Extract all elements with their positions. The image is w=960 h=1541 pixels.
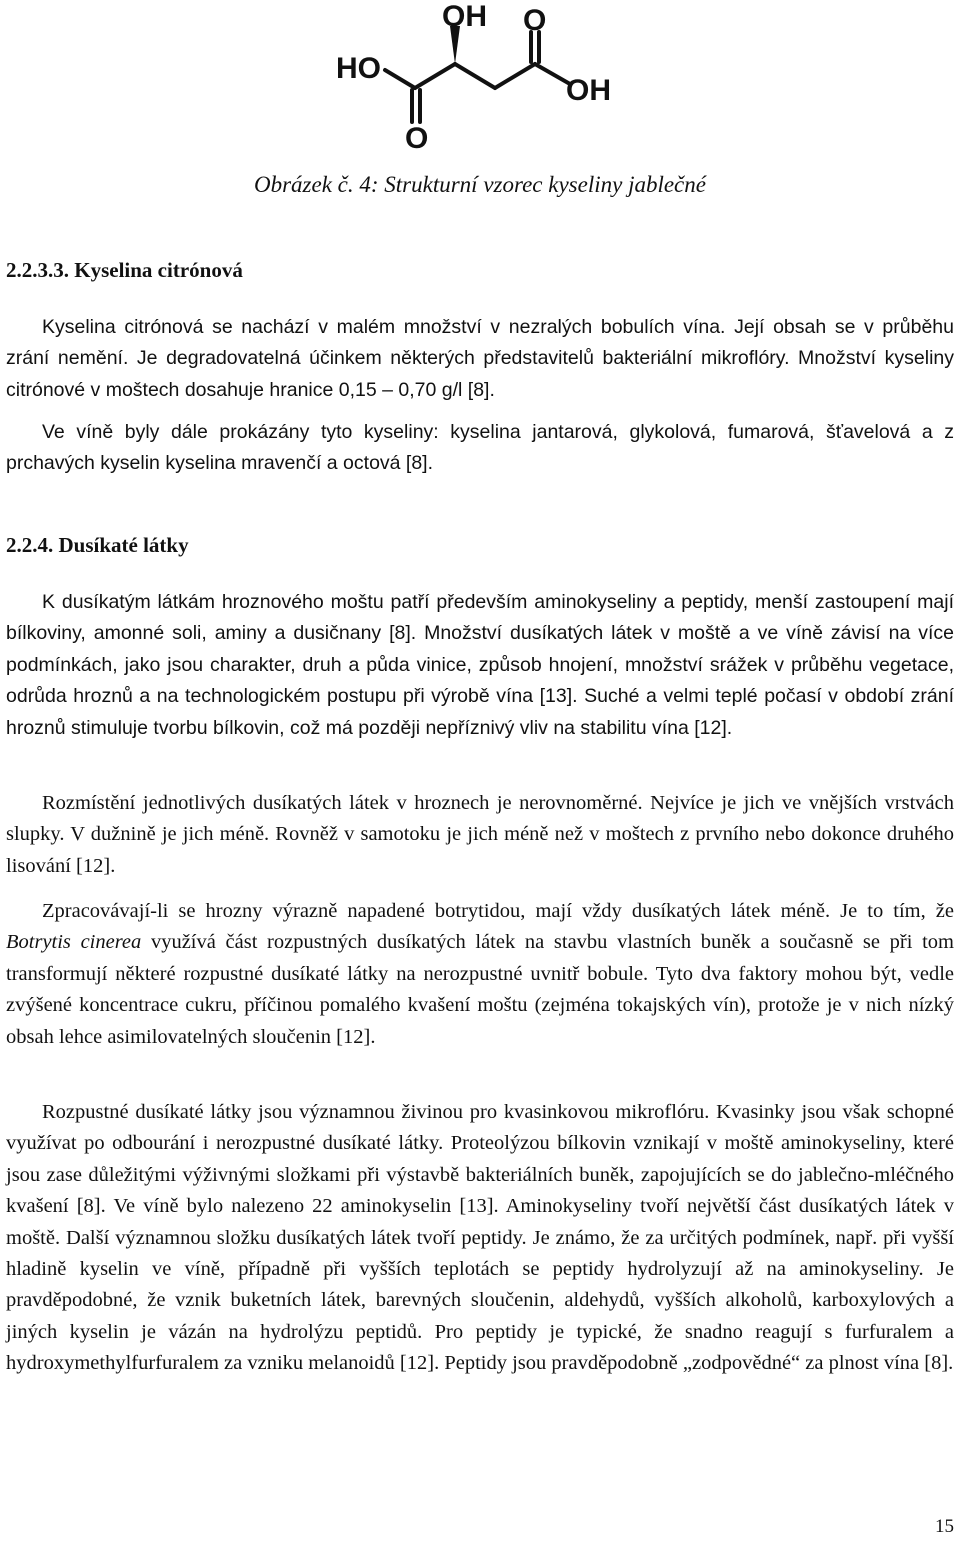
species-name-italic: Botrytis cinerea <box>6 931 142 954</box>
section-heading-citric-acid: 2.2.3.3. Kyselina citrónová <box>6 258 243 282</box>
label-o-right: O <box>523 4 547 37</box>
figure-caption: Obrázek č. 4: Strukturní vzorec kyseliny jablečné <box>254 172 706 197</box>
paragraph-nitrogen-4: Rozpustné dusíkaté látky jsou významnou živinou pro kvasinkovou mikroflóru. Kvasinky jsou však schopné využívat po odbourání i nerozpustné dusíkaté látky. Proteolýzou bílkovin vznikají v moště aminokyseliny, které jsou zase důležitými výživnými složkami při výstavbě bakteriálních buněk, zapojujících se do jablečno-mléčného kvašení [8]. Ve víně bylo nalezeno 22 aminokyselin [13]. Aminokyseliny tvoří největší část dusíkatých látek v moště. Další významnou složku dusíkatých látek tvoří peptidy. Je známo, že za určitých podmínek, např. při vyšší hladině kyselin ve víně, případně při vyšších teplotách se peptidy hydrolyzují až na aminokyseliny. Je pravděpodobné, že vznik buketních látek, barevných sloučenin, aldehydů, vyšších alkoholů, karboxylových a jiných kyselin je vázán na hydrolýzu peptidů. Pro peptidy je typické, že snadno reagují s furfuralem a hydroxymethylfurfuralem za vzniku melanoidů [12]. Peptidy jsou pravděpodobně „zodpovědné“ za plnost vína [8]. <box>6 1101 954 1375</box>
paragraph-citric-acid-1: Kyselina citrónová se nachází v malém množství v nezralých bobulích vína. Její obsah se v průběhu zrání nemění. Je degradovatelná účinkem některých představitelů bakteriální mikroflóry. Množství kyseliny citrónové v moštech dosahuje hranice 0,15 – 0,70 g/l [8]. <box>6 316 954 401</box>
paragraph-nitrogen-3 <box>6 896 954 1053</box>
malic-acid-structure-figure <box>330 0 630 160</box>
bond-c3-c4 <box>495 64 535 88</box>
paragraph-nitrogen-3-part-b: využívá část rozpustných dusíkatých látek na stavbu vlastních buněk a současně se při tom transformují některé rozpustné dusíkaté látky na nerozpustné uvnitř bobule. Tyto dva faktory mohou být, vedle zvýšené koncentrace cukru, příčinou pomalého kvašení moštu (zejména tokajských vín), protože je v nich nízký obsah lehce asimilovatelných sloučenin [12]. <box>6 931 954 1048</box>
paragraph-citric-acid-2: Ve víně byly dále prokázány tyto kyseliny: kyselina jantarová, glykolová, fumarová, šťavelová a z prchavých kyselin kyselina mravenčí a octová [8]. <box>6 421 954 475</box>
bond-c4-oh <box>535 64 570 84</box>
paragraph-nitrogen-2: Rozmístění jednotlivých dusíkatých látek v hroznech je nerovnoměrné. Nejvíce je jich ve vnějších vrstvách slupky. V dužnině je jich méně. Rovněž v samotoku je jich méně než v moštech z prvního nebo dokonce druhého lisování [12]. <box>6 792 954 877</box>
label-oh-top: OH <box>442 0 487 33</box>
section-heading-nitrogen-compounds: 2.2.4. Dusíkaté látky <box>6 533 189 557</box>
page-number: 15 <box>935 1516 954 1537</box>
bond-c2-c3 <box>455 64 495 88</box>
bond-c1-c2 <box>415 64 455 88</box>
paragraph-nitrogen-1: K dusíkatým látkám hroznového moštu patří především aminokyseliny a peptidy, menší zastoupení mají bílkoviny, amonné soli, aminy a dusičnany [8]. Množství dusíkatých látek v moště a ve víně závisí na více podmínkách, jako jsou charakter, druh a půda vinice, způsob hnojení, množství srážek v průběhu vegetace, odrůda hroznů a na technologickém postupu při výrobě vína [13]. Suché a velmi teplé počasí v období zrání hroznů stimuluje tvorbu bílkovin, což má později nepříznivý vliv na stabilitu vína [12]. <box>6 591 954 739</box>
paragraph-nitrogen-3-part-a: Zpracovávají-li se hrozny výrazně napadené botrytidou, mají vždy dusíkatých látek méně. Je to tím, že <box>42 900 954 922</box>
label-oh-right: OH <box>566 74 611 107</box>
structural-formula-diagram <box>330 0 630 160</box>
bond-ho-c1 <box>385 70 415 88</box>
label-ho-left: HO <box>336 52 381 85</box>
label-o-left: O <box>405 122 429 155</box>
